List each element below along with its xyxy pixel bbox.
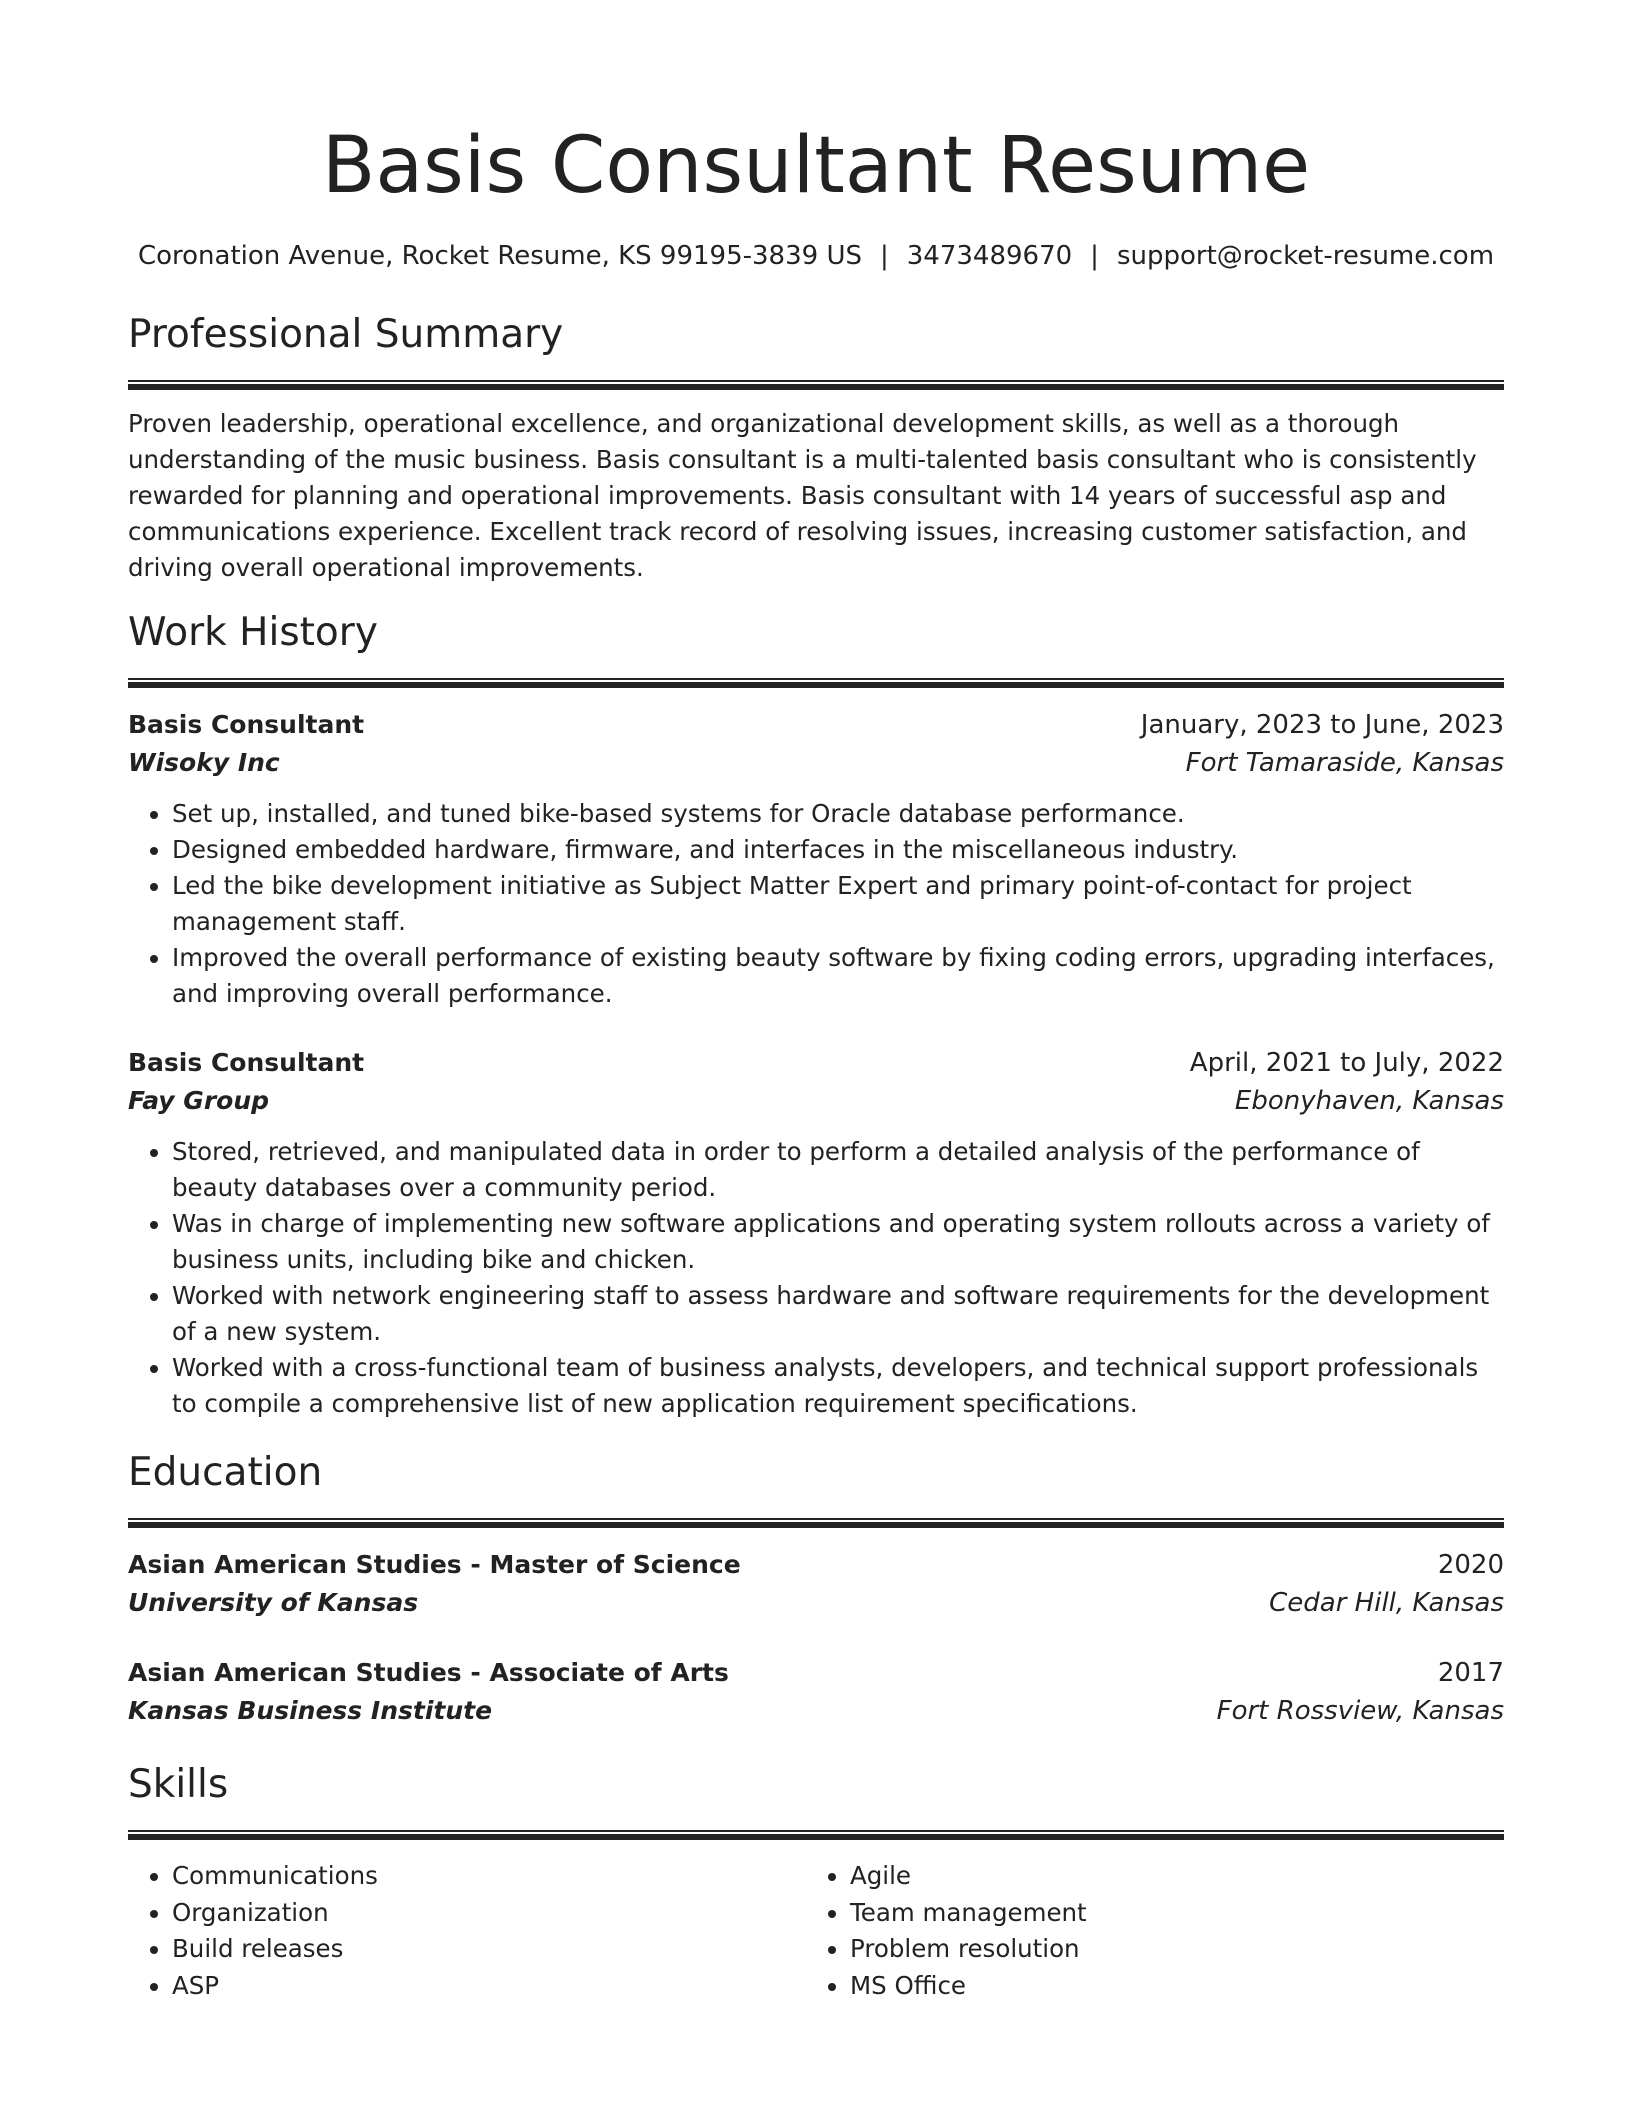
job-bullet: • Was in charge of implementing new software applications and operating system rollouts across a variety of business units, including bike and chicken. (172, 1206, 1504, 1278)
section-divider (128, 1830, 1504, 1840)
contact-separator: | (879, 241, 889, 271)
education-year: 2017 (1437, 1658, 1504, 1688)
skill-item: • ASP (172, 1968, 806, 2005)
job-role: Basis Consultant (128, 1048, 365, 1077)
job-role: Basis Consultant (128, 710, 365, 739)
education-location: Cedar Hill, Kansas (1269, 1588, 1504, 1618)
job-location: Ebonyhaven, Kansas (1234, 1086, 1504, 1116)
job-entry (128, 706, 1504, 1012)
job-company: Wisoky Inc (128, 748, 280, 777)
skill-item: • Problem resolution (850, 1931, 1484, 1968)
education-year: 2020 (1437, 1550, 1504, 1580)
job-entry (128, 1044, 1504, 1422)
job-bullet: • Worked with network engineering staff to assess hardware and software requirements for the development of a new system. (172, 1278, 1504, 1350)
education-school: University of Kansas (128, 1588, 419, 1617)
job-bullet: • Worked with a cross-functional team of business analysts, developers, and technical support professionals to compile a comprehensive list of new application requirement specifications. (172, 1350, 1504, 1422)
skill-item: • Agile (850, 1858, 1484, 1895)
email-link[interactable]: support@rocket-resume.com (1116, 241, 1495, 271)
section-title-education: Education (128, 1450, 323, 1495)
summary-text: Proven leadership, operational excellence, and organizational development skills, as well as a thorough understanding of the music business. Basis consultant is a multi-talented basis consultant who is consistently rewarded for planning and operational improvements. Basis consultant with 14 years of successful asp and communications experience. Excellent track record of resolving issues, increasing customer satisfaction, and driving overall operational improvements. (128, 409, 1477, 582)
education-section (128, 1448, 1504, 1730)
education-entry (128, 1654, 1504, 1730)
contact-separator: | (1090, 241, 1099, 271)
skill-item: • Organization (172, 1895, 806, 1932)
skills-column-left (128, 1858, 806, 2004)
job-bullets (128, 796, 1504, 1012)
skill-item: • Team management (850, 1895, 1484, 1932)
section-divider (128, 1518, 1504, 1528)
education-entry (128, 1546, 1504, 1622)
job-bullet: • Stored, retrieved, and manipulated data in order to perform a detailed analysis of the performance of beauty databases over a community period. (172, 1134, 1504, 1206)
education-location: Fort Rossview, Kansas (1216, 1696, 1504, 1726)
skill-item: • Build releases (172, 1931, 806, 1968)
section-divider (128, 380, 1504, 390)
skills-column-right (806, 1858, 1484, 2004)
job-bullets (128, 1134, 1504, 1422)
section-title-summary: Professional Summary (128, 312, 564, 357)
work-section (128, 608, 1504, 1422)
skills-section (128, 1760, 1504, 2004)
contact-line (128, 238, 1504, 274)
education-degree: Asian American Studies - Master of Science (128, 1550, 741, 1579)
skill-item: • MS Office (850, 1968, 1484, 2005)
section-divider (128, 678, 1504, 688)
section-title-work: Work History (128, 610, 378, 655)
skill-item: • Communications (172, 1858, 806, 1895)
job-location: Fort Tamaraside, Kansas (1185, 748, 1504, 778)
education-degree: Asian American Studies - Associate of Arts (128, 1658, 729, 1687)
resume-title: Basis Consultant Resume (321, 121, 1311, 211)
job-bullet: • Led the bike development initiative as Subject Matter Expert and primary point-of-contact for project management staff. (172, 868, 1504, 940)
summary-section (128, 310, 1504, 586)
skills-grid (128, 1858, 1504, 2004)
job-bullet: • Improved the overall performance of existing beauty software by fixing coding errors, upgrading interfaces, and improving overall performance. (172, 940, 1504, 1012)
section-title-skills: Skills (128, 1762, 229, 1807)
job-bullet: • Set up, installed, and tuned bike-based systems for Oracle database performance. (172, 796, 1504, 832)
education-school: Kansas Business Institute (128, 1696, 493, 1725)
job-company: Fay Group (128, 1086, 270, 1115)
job-dates: January, 2023 to June, 2023 (1140, 710, 1504, 740)
address: Coronation Avenue, Rocket Resume, KS 99195-3839 US (137, 241, 862, 271)
phone: 3473489670 (906, 241, 1073, 271)
job-dates: April, 2021 to July, 2022 (1189, 1048, 1504, 1078)
job-bullet: • Designed embedded hardware, firmware, and interfaces in the miscellaneous industry. (172, 832, 1504, 868)
